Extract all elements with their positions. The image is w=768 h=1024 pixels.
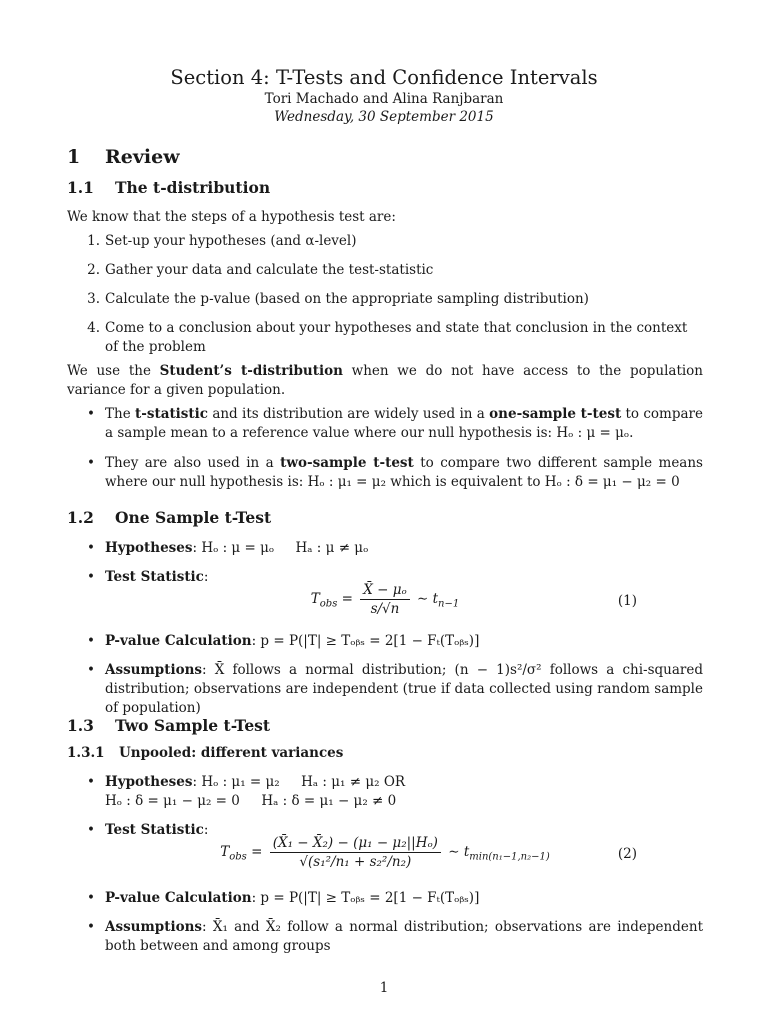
list-item (82, 290, 703, 309)
text-run: when we do not have access to the population variance for a given population. (67, 363, 704, 398)
text-run: The (105, 406, 136, 422)
list-item-text: Gather your data and calculate the test-statistic (105, 262, 434, 278)
equation-subscript: obs (229, 851, 247, 863)
bold-term: Assumptions (105, 919, 202, 935)
subsection-heading-two-sample (67, 716, 270, 736)
equation-subscript: n−1 (438, 598, 460, 610)
subsection-title: Two Sample t-Test (115, 716, 271, 735)
equation-number: (2) (617, 846, 637, 862)
list-item-number: 2. (87, 262, 100, 278)
fraction-denominator: s/√n (370, 601, 400, 617)
equation-2: $T_{obs}$ = $\frac{\text{(X̄₁ − X̄₂) − (μ₁ − μ₂||Hₒ)}}{\text{√(s₁²/n₁ + s₂²/n₂)}}$ ∼ $t_{min(n_1-1,n_2-1)}$ (2) (220, 835, 637, 870)
list-item-number: 4. (87, 320, 100, 336)
list-item-text: Set-up your hypotheses (and α-level) (105, 233, 357, 249)
text-run: : Hₒ : μ = μₒ Hₐ : μ ≠ μₒ (192, 540, 369, 556)
section-title: Review (105, 146, 180, 168)
subsection-number: 1.3 (67, 716, 94, 735)
bullet-item (87, 539, 703, 558)
equation-subscript: obs (319, 598, 338, 610)
bullet-text (105, 539, 703, 558)
bold-term: one-sample t-test (489, 406, 622, 422)
steps-intro: We know that the steps of a hypothesis test are: (67, 209, 396, 225)
page-number: 1 (379, 980, 389, 996)
bullet-text (105, 405, 703, 443)
subsubsection-heading-unpooled (67, 744, 343, 763)
bold-term: Assumptions (105, 662, 202, 678)
bullet-icon: • (87, 406, 95, 422)
bullet-item (87, 661, 703, 718)
list-item-number: 3. (87, 291, 100, 307)
bullet-text (105, 661, 703, 718)
equation-1: $T_{obs}$ = $\frac{\text{X̄ − μₒ}}{s/√n}$ ∼ $t_{n-1}$ (1) (310, 582, 637, 617)
list-item-text: Calculate the p-value (based on the appropriate sampling distribution) (105, 291, 589, 307)
bold-term: Student’s t-distribution (159, 363, 343, 379)
equation-term: T (220, 844, 230, 860)
subsection-number: 1.2 (67, 508, 94, 527)
text-run: to compare two different sample means where our null hypothesis is: Hₒ : μ₁ = μ₂ which is equivalent to Hₒ : δ = μ₁ − μ₂ = 0 (105, 455, 703, 490)
bold-term: two-sample t-test (280, 455, 414, 471)
equation-term: ∼ t (448, 844, 470, 860)
text-run: : p = P(|T| ≥ Tₒᵦₛ = 2[1 − Fₜ(Tₒᵦₛ)] (251, 890, 480, 906)
subsection-heading-one-sample (67, 508, 271, 528)
bullet-icon: • (87, 633, 95, 649)
bullet-item (87, 632, 703, 651)
bold-term: Hypotheses (105, 774, 193, 790)
subsection-title: The t-distribution (115, 178, 271, 197)
text-run: Hₒ : δ = μ₁ − μ₂ = 0 Hₐ : δ = μ₁ − μ₂ ≠ 0 (105, 793, 397, 809)
bullet-icon: • (87, 774, 95, 790)
document-title: Section 4: T-Tests and Confidence Intervals (170, 66, 598, 89)
list-item-text: Come to a conclusion about your hypotheses and state that conclusion in the context of the problem (105, 320, 688, 355)
bullet-icon: • (87, 569, 95, 585)
bullet-icon: • (87, 890, 95, 906)
subsection-number: 1.1 (67, 178, 94, 197)
equation-term: ∼ t (417, 591, 439, 607)
equation-fraction (270, 834, 441, 871)
equation-fraction (360, 581, 409, 618)
fraction-denominator: √(s₁²/n₁ + s₂²/n₂) (299, 854, 412, 870)
equation-number: (1) (617, 593, 637, 609)
bold-term: P-value Calculation (105, 890, 252, 906)
text-run: and its distribution are widely used in a (208, 406, 490, 422)
bullet-item (87, 405, 703, 443)
bullet-item (87, 773, 703, 811)
bullet-text (105, 889, 703, 908)
subsection-heading-t-distribution (67, 178, 270, 198)
section-number: 1 (67, 146, 81, 168)
fraction-numerator: X̄ − μₒ (360, 581, 409, 600)
equation-term: T (310, 591, 320, 607)
bold-term: P-value Calculation (105, 633, 252, 649)
text-run: : X̄₁ and X̄₂ follow a normal distribution; observations are independent both between and among groups (105, 919, 703, 954)
list-item-number: 1. (87, 233, 100, 249)
section-heading-review (67, 145, 180, 169)
bold-term: Hypotheses (105, 540, 193, 556)
bold-term: t-statistic (135, 406, 208, 422)
subsection-title: One Sample t-Test (115, 508, 272, 527)
bullet-item (87, 889, 703, 908)
bullet-text (105, 632, 703, 651)
students-t-paragraph (67, 362, 703, 400)
bullet-item (87, 454, 703, 492)
bullet-item (87, 918, 703, 956)
text-run: : Hₒ : μ₁ = μ₂ Hₐ : μ₁ ≠ μ₂ OR (192, 774, 406, 790)
list-item (82, 261, 703, 280)
subsubsection-number: 1.3.1 (67, 745, 105, 761)
text-run: : X̄ follows a normal distribution; (n − 1)s²/σ² follows a chi-squared distribution; observations are independent (true if data collected using random sample of population) (105, 662, 703, 716)
bold-term: Test Statistic (105, 822, 204, 838)
bullet-icon: • (87, 540, 95, 556)
list-item (82, 232, 703, 251)
equation-subscript: min(n₁−1,n₂−1) (469, 851, 550, 863)
bullet-icon: • (87, 822, 95, 838)
text-run: They are also used in a (105, 455, 281, 471)
text-run: : (203, 569, 209, 585)
text-run: We use the (67, 363, 160, 379)
document-date: Wednesday, 30 September 2015 (274, 109, 494, 125)
text-run: : (203, 822, 209, 838)
bullet-text (105, 454, 703, 492)
text-run: to compare a sample mean to a reference value where our null hypothesis is: Hₒ : μ = μₒ. (105, 406, 703, 441)
bullet-text (105, 773, 703, 811)
bullet-icon: • (87, 455, 95, 471)
document-authors: Tori Machado and Alina Ranjbaran (264, 91, 504, 107)
text-run: : p = P(|T| ≥ Tₒᵦₛ = 2[1 − Fₜ(Tₒᵦₛ)] (251, 633, 480, 649)
bullet-icon: • (87, 919, 95, 935)
fraction-numerator: (X̄₁ − X̄₂) − (μ₁ − μ₂||Hₒ) (270, 834, 441, 853)
bold-term: Test Statistic (105, 569, 204, 585)
bullet-icon: • (87, 662, 95, 678)
subsubsection-title: Unpooled: different variances (119, 745, 344, 761)
bullet-text (105, 918, 703, 956)
list-item (82, 319, 703, 357)
